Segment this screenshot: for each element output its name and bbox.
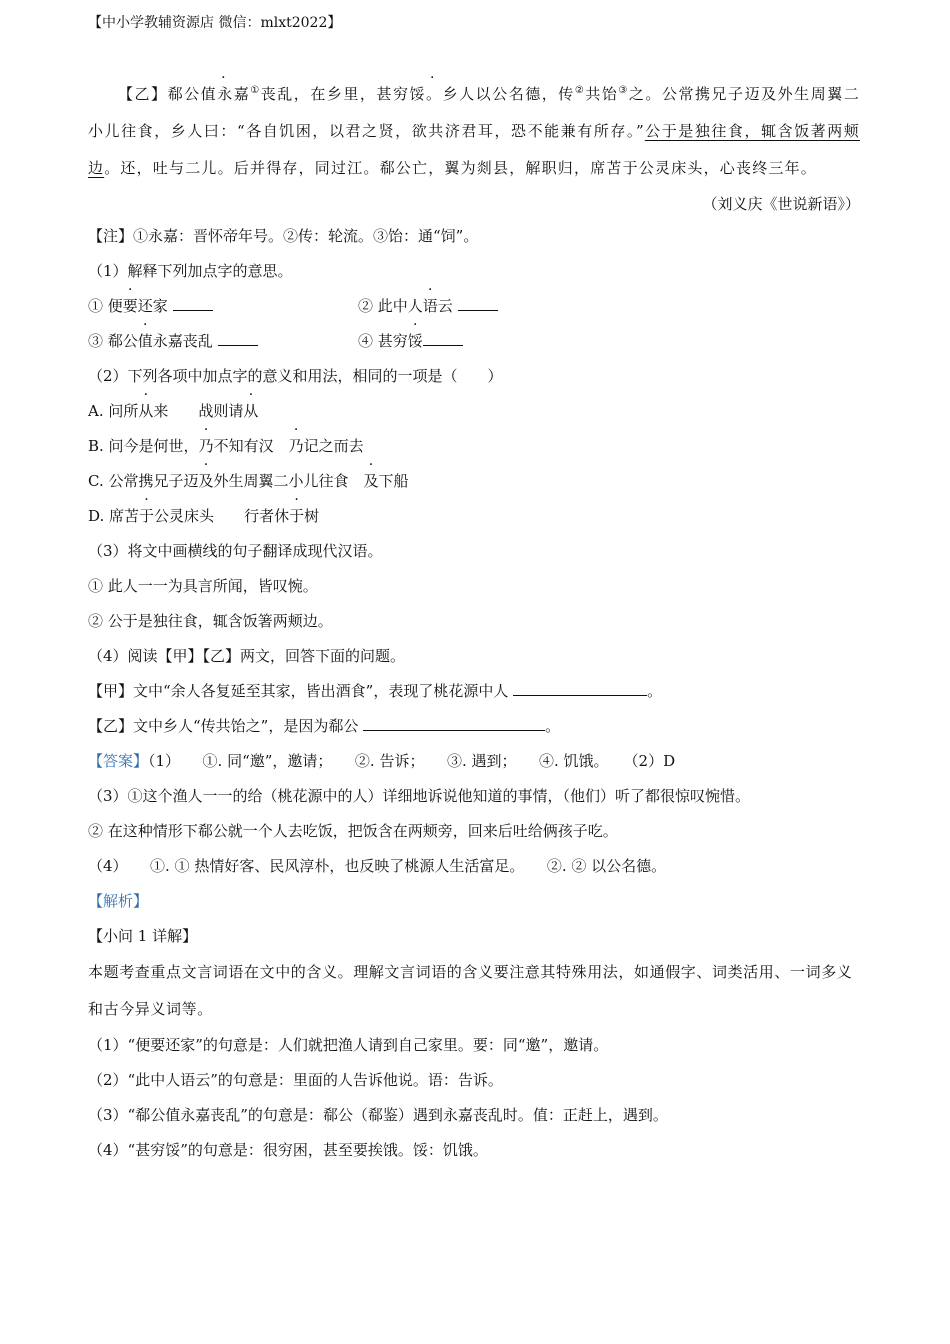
option-b: B. 问今是何世，乃不知有汉 乃记之而去: [88, 437, 364, 455]
analysis-explanation-1: （1）“便要还家”的句意是：人们就把渔人请到自己家里。要：同“邀”，邀请。: [88, 1036, 609, 1054]
q1-item-4: ④ 甚穷馁: [358, 324, 463, 359]
answer-blank[interactable]: [513, 681, 647, 696]
answer-blank[interactable]: [423, 331, 463, 346]
passage-seg: 。还，吐与二儿。后并得存，同过江。郗公亡，翼为剡县，解职归，席苫于公灵床头，心丧终三年。: [104, 159, 818, 177]
answer-line-1: [88, 744, 860, 779]
option-c: C. 公常携兄子迈及外生周翼二小儿往食 及下船: [88, 472, 409, 490]
answer-blank[interactable]: [173, 296, 213, 311]
passage-seg: 【乙】郗公: [118, 85, 201, 103]
passage-seg: 共饴: [585, 85, 619, 103]
analysis-explanation-4: （4）“甚穷馁”的句意是：很穷困，甚至要挨饿。馁：饥饿。: [88, 1141, 488, 1159]
passage-seg: 永嘉: [217, 85, 251, 103]
dotted-char: 值: [200, 85, 218, 103]
footnote-mark: ①: [250, 85, 261, 96]
passage-yi: [88, 72, 860, 187]
passage-seg: 。乡人以公名德，传: [426, 85, 575, 103]
question-1-row-1: [88, 289, 860, 324]
answer-text: （1） ①. 同“邀”，邀请； ②. 告诉； ③. 遇到； ④. 饥饿。 （2）D: [148, 752, 676, 770]
q1-item-2: ② 此中人语云: [358, 289, 498, 324]
option-a: A. 问所从来 战则请从: [88, 402, 259, 420]
answer-blank[interactable]: [458, 296, 498, 311]
question-4-line-2: 【乙】文中乡人“传共饴之”，是因为郗公 。: [88, 717, 561, 735]
passage-seg: 之。公常携兄子迈及外生周翼二小儿往食，乡人曰：“各自饥困，以君之贤，欲共济君耳，恐不能兼有所存。”: [88, 85, 860, 140]
answer-tag: 【答案】: [88, 752, 149, 770]
q1-item-3: ③ 郗公值永嘉丧乱: [88, 332, 258, 350]
question-3-sentence-2: ② 公于是独往食，辄含饭箸两颊边。: [88, 612, 333, 630]
question-1-title: （1）解释下列加点字的意思。: [88, 262, 293, 280]
answer-blank[interactable]: [218, 331, 258, 346]
question-3-title: （3）将文中画横线的句子翻译成现代汉语。: [88, 542, 383, 560]
watermark-header: 【中小学教辅资源店 微信：mlxt2022】: [88, 15, 342, 31]
analysis-explanation-2: （2）“此中人语云”的句意是：里面的人告诉他说。语：告诉。: [88, 1071, 503, 1089]
analysis-explanation-3: （3）“郗公值永嘉丧乱”的句意是：郗公（郗鉴）遇到永嘉丧乱时。值：正赶上，遇到。: [88, 1106, 668, 1124]
analysis-intro: 本题考查重点文言词语在文中的含义。理解文言词语的含义要注意其特殊用法，如通假字、词类活用、一词多义和古今异义词等。: [88, 963, 853, 1018]
footnote-mark: ②: [574, 85, 586, 96]
analysis-subheading: 【小问 1 详解】: [88, 927, 198, 945]
note: 【注】①永嘉：晋怀帝年号。②传：轮流。③饴：通“饲”。: [88, 227, 479, 245]
passage-source: （刘义庆《世说新语》）: [702, 195, 860, 213]
passage-seg: 丧乱，在乡里，甚穷: [260, 85, 410, 103]
dotted-char: 馁: [409, 85, 427, 103]
question-3-sentence-1: ① 此人一一为具言所闻，皆叹惋。: [88, 577, 318, 595]
q1-item-1: ① 便要还家: [88, 297, 213, 315]
underlined-sentence: 公于是独往食，辄含饭著两颊边: [88, 122, 860, 177]
answer-line-3a: （3）①这个渔人一一的给（桃花源中的人）详细地诉说他知道的事情，（他们）听了都很惊叹惋惜。: [88, 787, 751, 805]
question-4-title: （4）阅读【甲】【乙】两文，回答下面的问题。: [88, 647, 406, 665]
document-body: [88, 72, 860, 1168]
answer-blank[interactable]: [363, 716, 545, 731]
question-1-row-2: [88, 324, 860, 359]
answer-line-3b: ② 在这种情形下郗公就一个人去吃饭，把饭含在两颊旁，回来后吐给俩孩子吃。: [88, 822, 618, 840]
passage-text: [88, 72, 860, 187]
question-2-title: （2）下列各项中加点字的意义和用法，相同的一项是（ ）: [88, 367, 503, 385]
footnote-mark: ③: [618, 85, 629, 96]
question-4-line-1: 【甲】文中“余人各复延至其家，皆出酒食”，表现了桃花源中人 。: [88, 682, 663, 700]
answer-line-4: （4） ①. ① 热情好客、民风淳朴，也反映了桃源人生活富足。 ②. ② 以公名德。: [88, 857, 667, 875]
analysis-tag: 【解析】: [88, 892, 149, 910]
option-d: D. 席苫于公灵床头 行者休于树: [88, 507, 320, 525]
